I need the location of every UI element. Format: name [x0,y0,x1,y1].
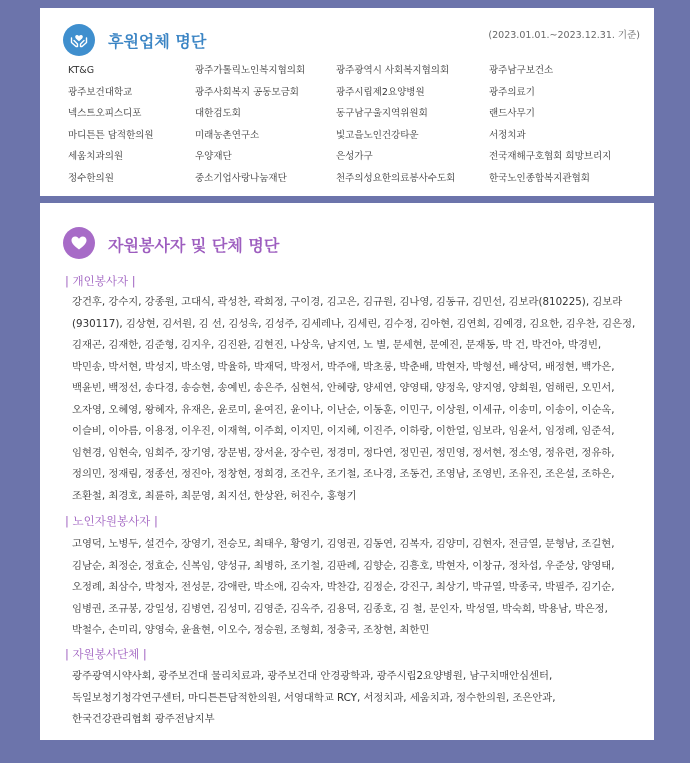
sponsor-period: (2023.01.01.~2023.12.31. 기준) [488,30,640,41]
sponsor-row [68,107,648,129]
sponsor-row [68,129,648,151]
sponsor-name: 광주남구보건소 [489,65,554,76]
volunteer-card [40,203,654,740]
senior-volunteer-label: | 노인자원봉사자 | [65,514,158,528]
sponsor-name: 빛고을노인건강타운 [336,129,419,141]
sponsor-name: 동구남구울지역위원회 [336,108,428,120]
sponsor-name: 미래농촌연구소 [195,129,260,141]
sponsor-name: 광주보건대학교 [68,86,133,98]
volunteer-title: 자원봉사자 및 단체 명단 [108,236,280,255]
sponsor-row [68,64,648,86]
individual-volunteer-names: 강건후, 강수지, 강종원, 고대식, 곽성찬, 곽희정, 구이경, 김고은, 김규원, 김나영, 김동규, 김민선, 김보라(810225), 김보라(930117), 김상현, 김서원, 김 선, 김성욱, 김성주, 김세레나, 김세린, 김수정, 김아현, 김연희, 김예경, 김요한, 김우찬, 김은정, 김재곤, 김재한, 김준형, 김지우, 김진완, 김현진, 나상욱, 남지연, 노 별, 문세현, 문예진, 문재동, 박 건, 박건아, 박경빈, 박민송, 박서현, 박성지, 박소영, 박율하, 박재덕, 박정서, 박주애, 박초롱, 박춘배, 박현자, 박형선, 배상덕, 배정현, 백가은,백윤빈, 백정선, 송다경, 송승현, 송예빈, 송은주, 심현석, 안혜량, 양세연, 양영태, 양정욱, 양지영, 양희원, 엄해린, 오민서, 오자영, 오혜영, 왕혜자, 유재은, 윤로미, 윤여진, 윤이나, 이난순, 이동훈, 이민구, 이상원, 이세규, 이송미, 이송이, 이순옥, 이슬비, 이아름, 이용정, 이우진, 이재혁, 이주희, 이지민, 이지혜, 이진주, 이하랑, 이한얼, 임보라, 임윤서, 임정례, 임준석, 임현경, 임현숙, 임희주, 장기영, 장문범, 장서윤, 장수린, 정경미, 정다연, 정민권, 정민영, 정서현, 정소영, 정유련, 정유하, 정의민, 정재림, 정종선, 정진아, 정창현, 정희경, 조건우, 조기철, 조나경, 조동건, 조영남, 조영빈, 조유진, 조은설, 조하은, 조환철, 최경호, 최륜하, 최문영, 최지선, 한상완, 허진수, 홍형기 [72,296,636,502]
volunteer-group-label: | 자원봉사단체 | [65,647,147,661]
sponsor-name: 한국노인종합복지관협회 [489,172,590,184]
volunteer-group-names: 광주광역시약사회, 광주보건대 물리치료과, 광주보건대 안경광학과, 광주시립2요양병원, 남구치매안심센터, 독일보청기청각연구센터, 마디튼튼담적한의원, 서영대학교 RCY, 서정치과, 세움치과, 정수한의원, 조은안과, 한국건강관리협회 광주전남지부 [72,670,556,725]
sponsor-name: 은성가구 [336,151,373,163]
sponsor-name: 세움치과의원 [68,151,124,163]
sponsor-name: 광주사회복지 공동모금회 [195,86,299,98]
sponsor-list [68,64,648,194]
sponsor-name: 정수한의원 [68,172,114,184]
sponsor-name: 마디튼튼 담적한의원 [68,129,154,141]
sponsor-name: 전국재해구호협회 희망브리지 [489,151,612,163]
sponsor-name: 서정치과 [489,129,526,141]
senior-volunteer-names: 고영덕, 노병두, 설건수, 장영기, 전승모, 최태우, 황영기, 김영권, 김동연, 김복자, 김양미, 김현자, 전금열, 문형남, 조길현, 김남순, 최정순, 정효순, 신복임, 양성규, 최병하, 조기철, 김판례, 김향순, 김흥호, 박현자, 이창규, 정차섭, 우준상, 양영태, 오정례, 최삼수, 박청자, 전성문, 강애란, 박소애, 김숙자, 박찬갑, 김정순, 강진구, 최상기, 박규열, 박종국, 박필주, 김기순, 임병권, 조규봉, 강일성, 김병연, 김성미, 김영준, 김옥주, 김용덕, 김종호, 김 철, 문인자, 박성열, 박숙희, 박용남, 박은정, 박철수, 손미리, 양영숙, 윤율현, 이오수, 정승원, 조형희, 정충국, 조창현, 최한민 [72,538,615,636]
heart-icon [63,227,95,259]
sponsor-row [68,86,648,108]
sponsor-name: 대한검도회 [195,108,241,120]
sponsor-name: KT&G [68,65,95,76]
sponsor-name: 천주의성요한의료봉사수도회 [336,172,456,184]
individual-volunteer-label: | 개인봉사자 | [65,274,136,288]
sponsor-card [40,8,654,196]
sponsor-name: 중소기업사랑나눔재단 [195,172,287,184]
sponsor-name: 광주광역시 사회복지협의회 [336,65,450,76]
hands-heart-icon [63,24,95,56]
sponsor-name: 광주가톨릭노인복지협의회 [195,65,306,76]
sponsor-name: 넥스트오피스디포 [68,108,142,120]
sponsor-name: 우양재단 [195,151,232,163]
sponsor-title: 후원업체 명단 [108,32,207,51]
sponsor-name: 랜드사무기 [489,108,535,120]
sponsor-row [68,172,648,194]
sponsor-row [68,150,648,172]
sponsor-name: 광주의료기 [489,86,535,98]
sponsor-name: 광주시립제2요양병원 [336,86,425,98]
